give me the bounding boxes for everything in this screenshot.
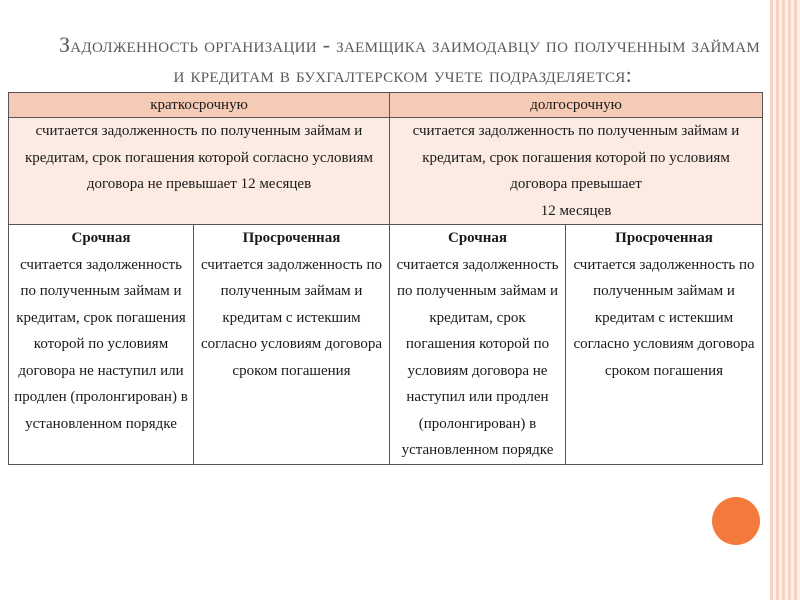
slide-border-stripes [770, 0, 800, 600]
short-term-overdue-text: считается задолженность по полученным займам и кредитам с истекшим согласно условиям договора сроком погашения [200, 256, 383, 379]
table-header-row [9, 93, 763, 118]
long-term-definition [390, 118, 763, 225]
short-term-definition-text: считается задолженность по полученным займам и кредитам, срок погашения которой согласно условиям договора не превышает 12 месяцев [25, 123, 373, 192]
definition-row [9, 118, 763, 225]
short-term-current-heading: Срочная [71, 230, 131, 246]
debt-classification-table [8, 92, 763, 465]
short-term-current-text: считается задолженность по полученным займам и кредитам, срок погашения которой по условиям договора не наступил или продлен (пролонгирован) в установленном порядке [14, 256, 188, 432]
long-term-definition-text: считается задолженность по полученным займам и кредитам, срок погашения которой по условиям договора превышает [412, 123, 740, 192]
slide-title-line-2: и кредитам в бухгалтерском учете подразделяется: [173, 62, 632, 87]
slide-title-line-1: Задолженность организации - заемщика заимодавцу по полученным займам [58, 32, 760, 57]
long-term-overdue-cell [566, 225, 763, 465]
long-term-definition-period: 12 месяцев [540, 202, 612, 219]
subtype-row [9, 225, 763, 465]
decorative-orange-circle [712, 497, 760, 545]
short-term-current-cell [9, 225, 194, 465]
slide-title [30, 30, 760, 90]
short-term-overdue-cell [194, 225, 390, 465]
short-term-definition [9, 118, 390, 225]
long-term-overdue-heading: Просроченная [615, 230, 713, 246]
header-long-term: долгосрочную [390, 93, 763, 118]
long-term-overdue-text: считается задолженность по полученным займам и кредитам с истекшим согласно условиям договора сроком погашения [573, 256, 755, 379]
short-term-overdue-heading: Просроченная [242, 230, 341, 246]
header-short-term: краткосрочную [9, 93, 390, 118]
long-term-current-text: считается задолженность по полученным займам и кредитам, срок погашения которой по условиям договора не наступил или продлен (пролонгирован) в установленном порядке [396, 256, 559, 458]
long-term-current-cell [390, 225, 566, 465]
long-term-current-heading: Срочная [447, 230, 507, 246]
